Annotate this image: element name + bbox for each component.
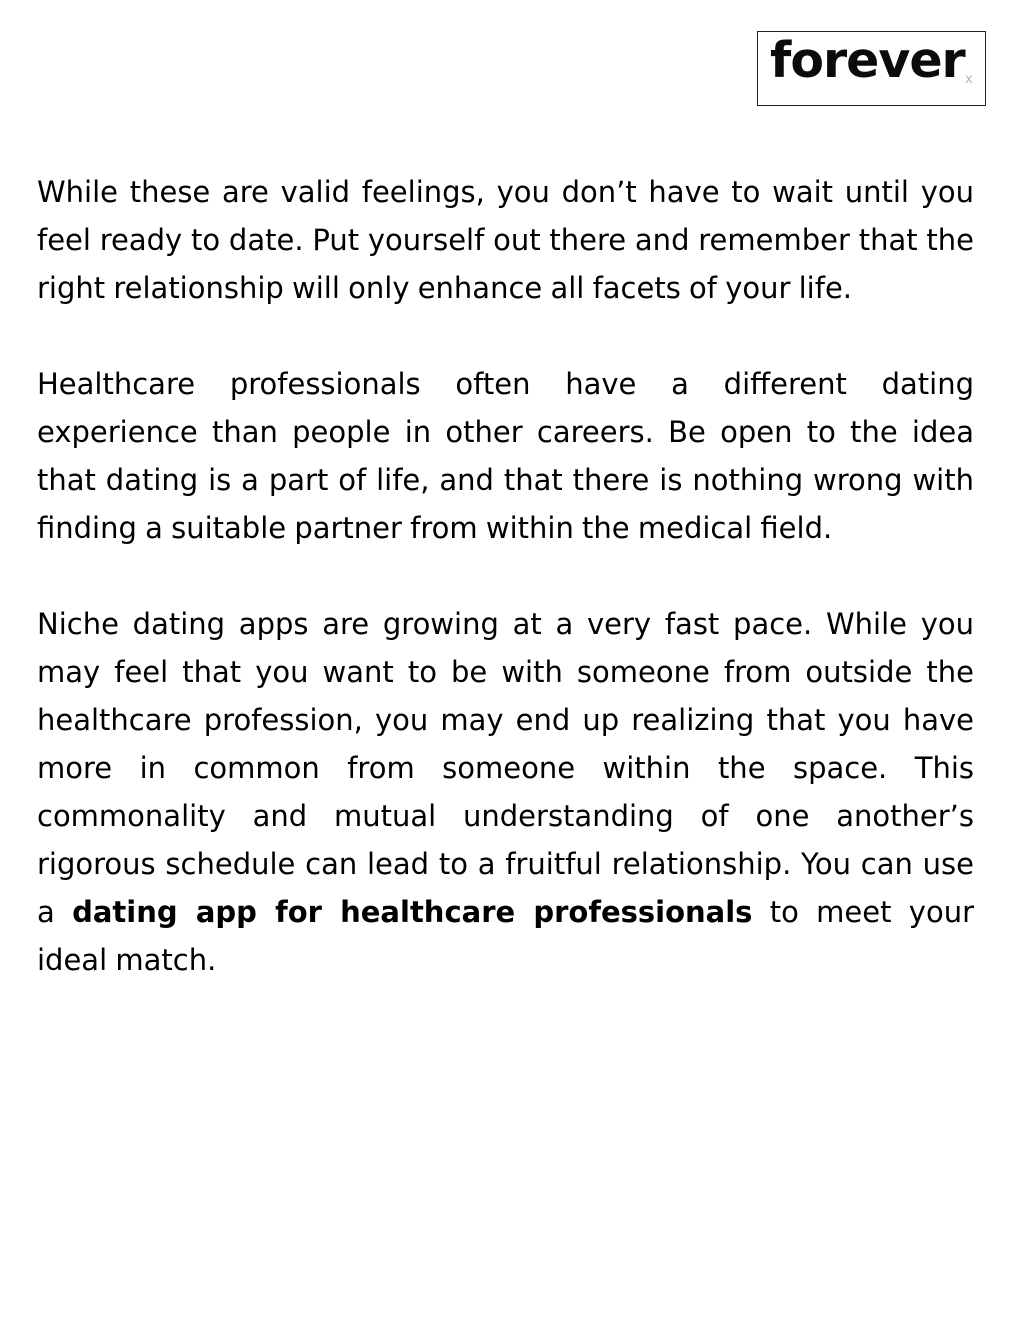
- article-body: [37, 168, 974, 984]
- logo-wordmark: forever: [770, 32, 965, 89]
- paragraph-valid-feelings: While these are valid feelings, you don’t have to wait until you feel ready to date. Put yourself out there and remember that the right relationship will only enhance all facets of your life.: [37, 175, 974, 305]
- paragraph-niche-dating-apps: [37, 600, 974, 984]
- dating-app-link[interactable]: dating app for healthcare professionals: [72, 895, 753, 929]
- logo-x-mark: x: [965, 72, 973, 87]
- paragraph-niche-text-start: Niche dating apps are growing at a very fast pace. While you may feel that you want to be with someone from outside the healthcare profession, you may end up realizing that you have more in common from someone within the space. This commonality and mutual understanding of one another’s rigorous schedule can lead to a fruitful relationship. You can use a: [37, 607, 974, 929]
- paragraph-healthcare-professionals: Healthcare professionals often have a different dating experience than people in other careers. Be open to the idea that dating is a part of life, and that there is nothing wrong with finding a suitable partner from within the medical field.: [37, 367, 974, 545]
- paragraph-niche-text-end: to meet your ideal match.: [37, 895, 975, 977]
- forever-logo: [757, 31, 986, 106]
